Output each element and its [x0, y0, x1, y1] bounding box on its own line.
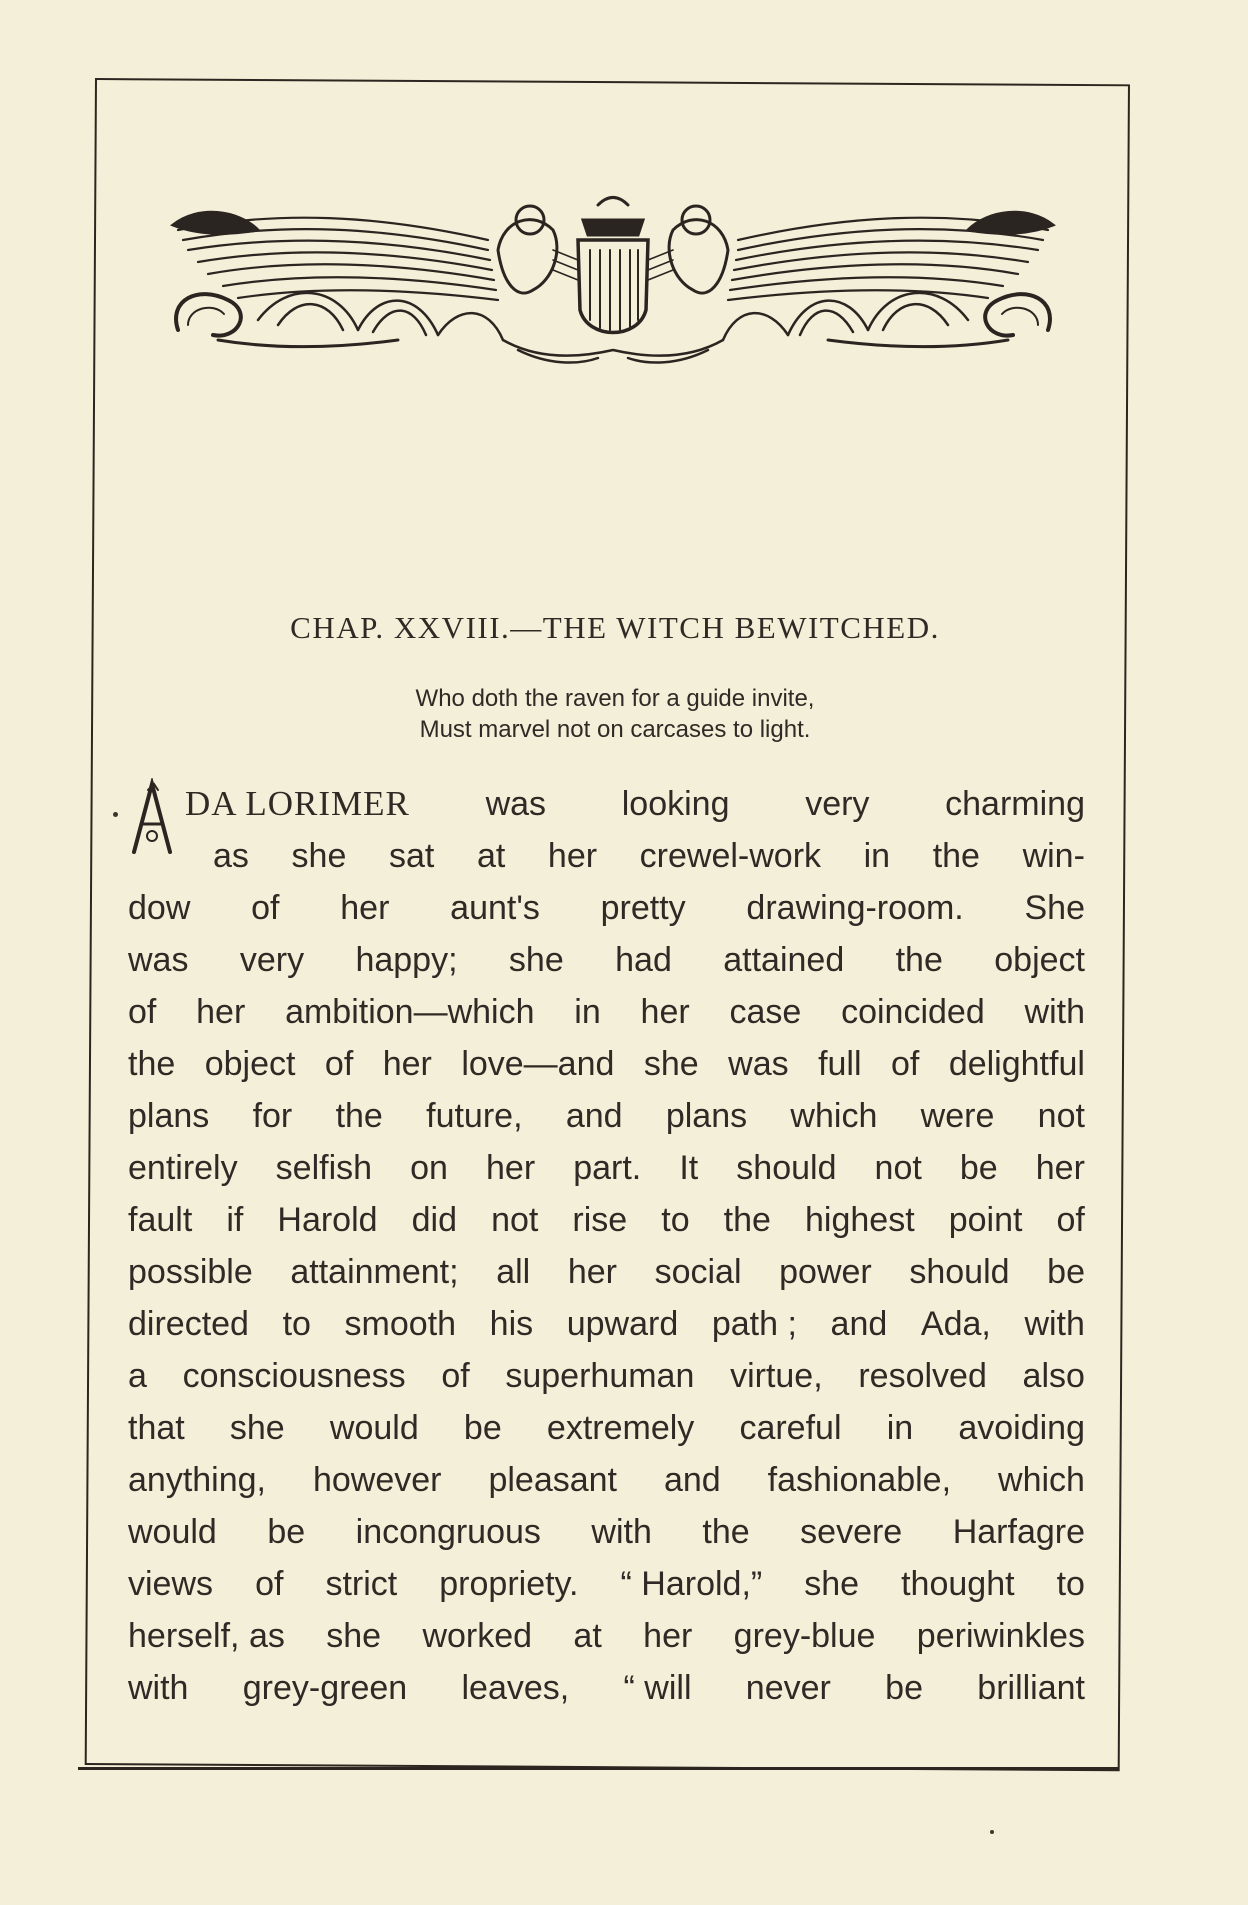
body-word: the	[932, 837, 980, 875]
body-word: fashionable,	[767, 1461, 952, 1499]
body-word: propriety.	[439, 1565, 579, 1603]
body-line	[128, 1090, 1085, 1142]
body-word: and	[565, 1097, 623, 1135]
body-word: of	[441, 1357, 470, 1395]
bottom-rule	[78, 1767, 1118, 1770]
body-word: plans	[665, 1097, 748, 1135]
body-word: the	[702, 1513, 750, 1551]
body-word: at	[573, 1617, 602, 1655]
body-word: her	[196, 993, 246, 1031]
body-word: not	[491, 1201, 539, 1239]
body-word: grey-blue	[733, 1617, 876, 1655]
body-word: the	[723, 1201, 771, 1239]
body-line	[128, 1454, 1085, 1506]
body-line	[128, 1246, 1085, 1298]
body-word: of	[891, 1045, 920, 1083]
body-word: also	[1022, 1357, 1085, 1395]
body-word: case	[729, 993, 802, 1031]
body-line	[128, 1194, 1085, 1246]
body-word: her	[640, 993, 690, 1031]
body-word: was	[128, 941, 189, 979]
body-word: ambition—which	[285, 993, 535, 1031]
body-word: that	[128, 1409, 185, 1447]
body-word: very	[805, 785, 870, 823]
body-word: she	[804, 1565, 860, 1603]
body-word: however	[312, 1461, 442, 1499]
body-word: with	[128, 1669, 189, 1707]
body-word: a	[128, 1357, 147, 1395]
body-word: coincided	[841, 993, 985, 1031]
body-word: was	[485, 785, 547, 823]
body-word: did	[411, 1201, 457, 1239]
body-word: social	[654, 1253, 742, 1291]
body-word: be	[463, 1409, 502, 1447]
body-word: his	[489, 1305, 534, 1343]
body-word: rise	[572, 1201, 628, 1239]
body-word: with	[591, 1513, 652, 1551]
body-word: It	[679, 1149, 699, 1187]
body-word: object	[204, 1045, 296, 1083]
body-line	[128, 1142, 1085, 1194]
body-word: delightful	[948, 1045, 1085, 1083]
epigraph-line: Must marvel not on carcases to light.	[419, 716, 811, 743]
body-word: to	[661, 1201, 690, 1239]
body-word: charming	[945, 785, 1085, 823]
body-word: pretty	[600, 889, 686, 927]
body-word: the	[895, 941, 943, 979]
body-word: Ada,	[920, 1305, 991, 1343]
body-line	[128, 986, 1085, 1038]
body-word: her	[382, 1045, 432, 1083]
body-word: Harold	[277, 1201, 378, 1239]
body-word: DA LORIMER	[185, 784, 410, 823]
body-word: at	[476, 837, 506, 875]
body-word: pleasant	[488, 1461, 617, 1499]
body-word: avoiding	[958, 1409, 1085, 1447]
body-word: selfish	[275, 1149, 373, 1187]
body-word: never	[745, 1669, 831, 1707]
body-word: would	[128, 1513, 217, 1551]
body-word: her	[486, 1149, 536, 1187]
body-word: her	[547, 837, 598, 875]
body-word: brilliant	[977, 1669, 1085, 1707]
body-word: win-	[1022, 837, 1085, 875]
body-word: attainment;	[290, 1253, 459, 1291]
body-word: she	[508, 941, 564, 979]
body-word: resolved	[858, 1357, 987, 1395]
headpiece-ornament-icon	[158, 190, 1068, 370]
body-word: “ will	[623, 1669, 692, 1707]
body-word: anything,	[128, 1461, 266, 1499]
body-word: of	[324, 1045, 354, 1083]
body-word: sat	[388, 837, 435, 875]
body-word: severe	[800, 1513, 903, 1551]
body-word: of	[255, 1565, 284, 1603]
body-line	[128, 1038, 1085, 1090]
body-word: very	[239, 941, 305, 979]
body-word: all	[496, 1253, 531, 1291]
epigraph-line: Who doth the raven for a guide invite,	[415, 685, 815, 712]
body-word: were	[920, 1097, 995, 1135]
body-word: grey-green	[242, 1669, 408, 1707]
body-word: she	[326, 1617, 382, 1655]
body-line	[128, 934, 1085, 986]
body-word: Harfagre	[952, 1513, 1085, 1551]
body-word: thought	[901, 1565, 1015, 1603]
body-word: on	[410, 1149, 448, 1187]
body-word: possible	[128, 1253, 253, 1291]
body-word: careful	[739, 1409, 842, 1447]
body-line	[213, 830, 1085, 882]
body-word: aunt's	[450, 889, 540, 927]
body-word: should	[736, 1149, 837, 1187]
body-word: object	[994, 941, 1085, 979]
body-word: which	[790, 1097, 878, 1135]
body-word: point	[948, 1201, 1023, 1239]
body-line	[128, 1350, 1085, 1402]
body-word: the	[128, 1045, 176, 1083]
body-word: path ;	[711, 1305, 797, 1343]
body-word: upward	[566, 1305, 679, 1343]
body-word: if	[226, 1201, 244, 1239]
body-word: periwinkles	[916, 1617, 1085, 1655]
body-word: with	[1024, 993, 1085, 1031]
chapter-title: CHAP. XXVIII.—THE WITCH BEWITCHED.	[290, 610, 940, 645]
body-line	[128, 1662, 1085, 1714]
body-word: entirely	[128, 1149, 238, 1187]
body-word: she	[229, 1409, 285, 1447]
body-word: not	[874, 1149, 922, 1187]
body-word: her	[643, 1617, 693, 1655]
body-word: with	[1024, 1305, 1085, 1343]
body-word: views	[128, 1565, 214, 1603]
body-word: she	[291, 837, 347, 875]
body-word: in	[863, 837, 891, 875]
body-word: extremely	[546, 1409, 695, 1447]
body-word: for	[252, 1097, 293, 1135]
body-word: to	[282, 1305, 311, 1343]
body-line	[128, 882, 1085, 934]
body-word: “ Harold,”	[620, 1565, 763, 1603]
body-word: smooth	[344, 1305, 457, 1343]
body-word: highest	[805, 1201, 915, 1239]
body-word: be	[1047, 1253, 1085, 1291]
body-word: she	[643, 1045, 699, 1083]
body-word: of	[128, 993, 157, 1031]
body-word: her	[1035, 1149, 1085, 1187]
body-line	[128, 1506, 1085, 1558]
body-word: in	[574, 993, 601, 1031]
body-word: had	[615, 941, 672, 979]
ink-speck	[990, 1830, 994, 1834]
body-word: attained	[723, 941, 845, 979]
body-word: directed	[128, 1305, 249, 1343]
body-word: the	[335, 1097, 383, 1135]
body-word: power	[779, 1253, 872, 1291]
body-line	[128, 1298, 1085, 1350]
body-word: be	[267, 1513, 306, 1551]
body-word: would	[329, 1409, 419, 1447]
body-word: dow	[128, 889, 191, 927]
body-word: She	[1024, 889, 1085, 927]
body-word: was	[728, 1045, 789, 1083]
body-word: in	[886, 1409, 914, 1447]
body-word: worked	[422, 1617, 533, 1655]
body-word: future,	[426, 1097, 523, 1135]
body-word: herself, as	[128, 1617, 285, 1655]
body-word: and	[663, 1461, 721, 1499]
body-word: and	[830, 1305, 888, 1343]
body-word: strict	[325, 1565, 398, 1603]
body-word: love—and	[461, 1045, 615, 1083]
body-line	[128, 1402, 1085, 1454]
body-word: of	[251, 889, 280, 927]
body-word: drawing-room.	[746, 889, 964, 927]
ink-speck	[113, 812, 118, 817]
body-word: her	[340, 889, 390, 927]
body-line	[128, 1610, 1085, 1662]
body-word: be	[959, 1149, 998, 1187]
body-word: which	[998, 1461, 1085, 1499]
body-text	[128, 778, 1085, 1714]
body-line	[185, 778, 1085, 830]
body-word: happy;	[355, 941, 458, 979]
body-word: incongruous	[355, 1513, 541, 1551]
body-word: looking	[621, 785, 730, 823]
body-word: virtue,	[730, 1357, 823, 1395]
body-word: be	[885, 1669, 923, 1707]
body-word: leaves,	[461, 1669, 570, 1707]
body-word: consciousness	[182, 1357, 406, 1395]
body-word: should	[909, 1253, 1010, 1291]
body-word: not	[1037, 1097, 1085, 1135]
body-word: full	[818, 1045, 862, 1083]
body-word: her	[567, 1253, 617, 1291]
body-word: of	[1056, 1201, 1085, 1239]
body-word: crewel-work	[639, 837, 822, 875]
body-word: as	[213, 837, 249, 875]
body-word: superhuman	[505, 1357, 695, 1395]
body-word: part.	[573, 1149, 642, 1187]
body-word: plans	[128, 1097, 210, 1135]
body-line	[128, 1558, 1085, 1610]
epigraph	[100, 683, 1130, 745]
body-word: to	[1056, 1565, 1085, 1603]
body-word: fault	[128, 1201, 193, 1239]
